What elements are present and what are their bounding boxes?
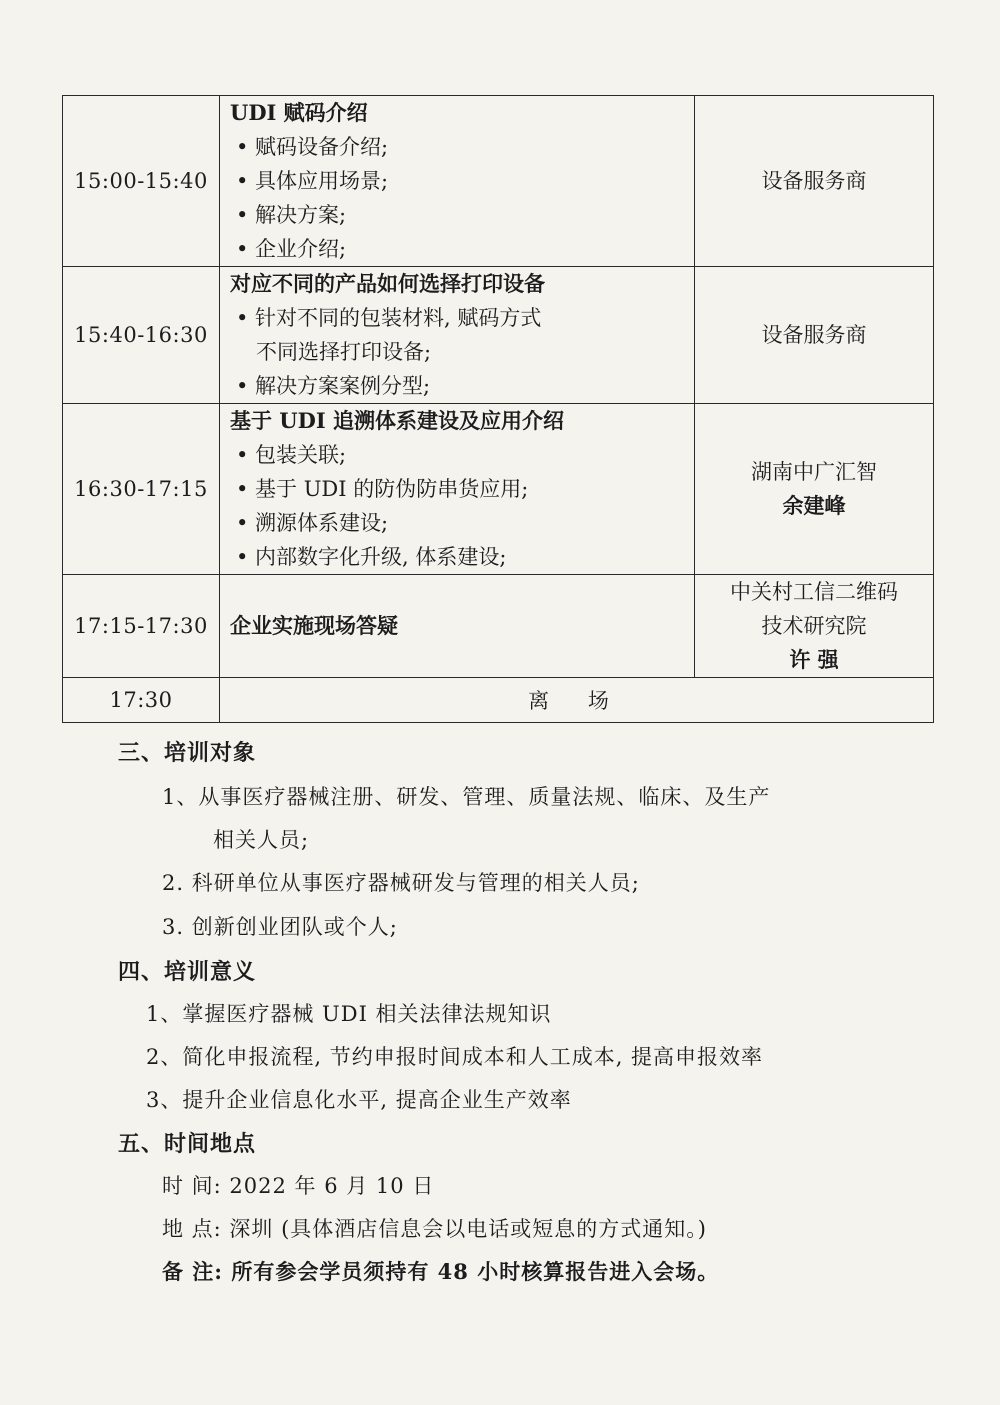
content-cell — [220, 267, 695, 404]
topic-title: 基于 UDI 追溯体系建设及应用介绍 — [230, 408, 564, 433]
topic-title: 对应不同的产品如何选择打印设备 — [230, 271, 545, 296]
schedule-table — [62, 95, 934, 723]
table-row — [63, 267, 934, 404]
topic-title: UDI 赋码介绍 — [230, 100, 368, 125]
speaker-org: 湖南中广汇智 — [751, 460, 877, 484]
place-line: 地 点: 深圳 (具体酒店信息会以电话或短息的方式通知。) — [162, 1217, 707, 1241]
list-item: 3、提升企业信息化水平, 提高企业生产效率 — [146, 1088, 572, 1112]
list-item: 1、从事医疗器械注册、研发、管理、质量法规、临床、及生产 — [162, 785, 771, 809]
content-cell — [220, 404, 695, 575]
list-item-continued: 相关人员; — [213, 828, 310, 852]
speaker-cell: 设备服务商 — [695, 267, 934, 404]
speaker-name: 许 强 — [789, 647, 839, 672]
speaker-cell: 设备服务商 — [695, 96, 934, 267]
table-row — [63, 575, 934, 678]
note-line: 备 注: 所有参会学员须持有 48 小时核算报告进入会场。 — [162, 1259, 720, 1284]
speaker-cell — [695, 404, 934, 575]
table-row — [63, 96, 934, 267]
table-row — [63, 678, 934, 723]
section-heading: 五、时间地点 — [118, 1131, 257, 1157]
list-item: 2. 科研单位从事医疗器械研发与管理的相关人员; — [162, 871, 640, 895]
bullet-item: • 赋码设备介绍; — [236, 135, 389, 159]
list-item: 2、简化申报流程, 节约申报时间成本和人工成本, 提高申报效率 — [146, 1045, 764, 1069]
table-row — [63, 404, 934, 575]
time-cell: 15:00-15:40 — [63, 96, 220, 267]
time-cell: 17:30 — [63, 678, 220, 723]
bullet-item: • 包装关联; — [236, 443, 347, 467]
bullet-item-continued: 不同选择打印设备; — [256, 340, 432, 364]
speaker-org: 技术研究院 — [761, 614, 867, 638]
list-item: 1、掌握医疗器械 UDI 相关法律法规知识 — [146, 1002, 552, 1026]
time-cell: 16:30-17:15 — [63, 404, 220, 575]
time-cell: 15:40-16:30 — [63, 267, 220, 404]
bullet-item: • 具体应用场景; — [236, 169, 389, 193]
bullet-item: • 企业介绍; — [236, 237, 347, 261]
speaker-cell — [695, 575, 934, 678]
time-cell: 17:15-17:30 — [63, 575, 220, 678]
list-item: 3. 创新创业团队或个人; — [162, 915, 398, 939]
bullet-item: • 基于 UDI 的防伪防串货应用; — [236, 477, 529, 501]
bullet-item: • 针对不同的包装材料, 赋码方式 — [236, 306, 542, 330]
speaker-org: 中关村工信二维码 — [730, 580, 898, 604]
section-heading: 三、培训对象 — [118, 740, 257, 766]
speaker-name: 余建峰 — [782, 493, 846, 518]
content-cell — [220, 96, 695, 267]
bullet-item: • 内部数字化升级, 体系建设; — [236, 545, 507, 569]
bullet-item: • 解决方案案例分型; — [236, 374, 431, 398]
time-line: 时 间: 2022 年 6 月 10 日 — [162, 1174, 435, 1198]
content-cell — [220, 575, 695, 678]
bullet-item: • 解决方案; — [236, 203, 347, 227]
topic-title: 企业实施现场答疑 — [230, 613, 398, 638]
leave-cell: 离 场 — [220, 678, 934, 723]
section-heading: 四、培训意义 — [118, 959, 257, 985]
bullet-item: • 溯源体系建设; — [236, 511, 389, 535]
